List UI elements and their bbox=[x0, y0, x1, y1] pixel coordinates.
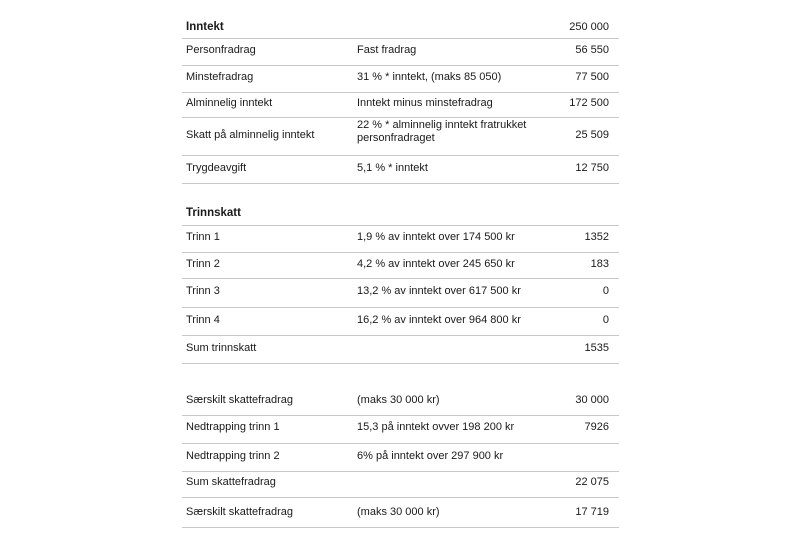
row-description: 16,2 % av inntekt over 964 800 kr bbox=[357, 314, 521, 326]
row-description: Fast fradrag bbox=[357, 44, 417, 56]
table-row bbox=[182, 38, 619, 66]
row-value: 1352 bbox=[584, 231, 609, 243]
row-value: 30 000 bbox=[575, 394, 609, 406]
row-description: 15,3 på inntekt ovver 198 200 kr bbox=[357, 421, 515, 433]
row-label: Nedtrapping trinn 1 bbox=[186, 421, 280, 433]
row-description: 4,2 % av inntekt over 245 650 kr bbox=[357, 258, 515, 270]
row-value: 12 750 bbox=[575, 162, 609, 174]
table-row bbox=[182, 92, 619, 118]
row-description: (maks 30 000 kr) bbox=[357, 506, 440, 518]
row-value: 17 719 bbox=[575, 506, 609, 518]
row-label: Sum skattefradrag bbox=[186, 476, 276, 488]
row-value: 0 bbox=[602, 285, 609, 297]
row-label: Trygdeavgift bbox=[186, 162, 247, 174]
table-row bbox=[182, 335, 619, 364]
table-row bbox=[182, 471, 619, 498]
row-value: 7926 bbox=[584, 421, 609, 433]
row-label: Trinnskatt bbox=[186, 207, 241, 219]
row-description: 5,1 % * inntekt bbox=[357, 162, 428, 174]
row-label: Særskilt skattefradrag bbox=[186, 394, 293, 406]
row-label: Nedtrapping trinn 2 bbox=[186, 450, 280, 462]
table-row bbox=[182, 204, 619, 226]
row-label: Trinn 2 bbox=[186, 258, 220, 270]
row-label: Trinn 1 bbox=[186, 231, 220, 243]
row-label: Alminnelig inntekt bbox=[186, 97, 273, 109]
table-row bbox=[182, 225, 619, 253]
table-row bbox=[182, 278, 619, 308]
table-row bbox=[182, 307, 619, 336]
row-value: 0 bbox=[602, 314, 609, 326]
row-value: 77 500 bbox=[575, 71, 609, 83]
row-value: 56 550 bbox=[575, 44, 609, 56]
table-row bbox=[182, 387, 619, 416]
row-description: Inntekt minus minstefradrag bbox=[357, 97, 493, 109]
row-label: Minstefradrag bbox=[186, 71, 254, 83]
table-row bbox=[182, 18, 619, 39]
row-value: 25 509 bbox=[575, 129, 609, 141]
row-value: 22 075 bbox=[575, 476, 609, 488]
row-description: 31 % * inntekt, (maks 85 050) bbox=[357, 71, 502, 83]
row-label: Trinn 3 bbox=[186, 285, 220, 297]
row-label: Særskilt skattefradrag bbox=[186, 506, 293, 518]
table-row bbox=[182, 443, 619, 472]
row-value: 172 500 bbox=[569, 97, 609, 109]
row-label: Trinn 4 bbox=[186, 314, 220, 326]
table-row bbox=[182, 155, 619, 184]
row-label: Inntekt bbox=[186, 21, 224, 33]
row-description: 13,2 % av inntekt over 617 500 kr bbox=[357, 285, 521, 297]
row-value: 250 000 bbox=[569, 21, 609, 33]
row-description: 1,9 % av inntekt over 174 500 kr bbox=[357, 231, 515, 243]
row-value: 1535 bbox=[584, 342, 609, 354]
table-row bbox=[182, 415, 619, 444]
row-description: 6% på inntekt over 297 900 kr bbox=[357, 450, 504, 462]
table-row bbox=[182, 252, 619, 279]
row-value: 183 bbox=[590, 258, 609, 270]
row-label: Sum trinnskatt bbox=[186, 342, 257, 354]
row-label: Personfradrag bbox=[186, 44, 256, 56]
row-description: (maks 30 000 kr) bbox=[357, 394, 440, 406]
table-row bbox=[182, 117, 619, 156]
table-row bbox=[182, 497, 619, 528]
row-description: 22 % * alminnelig inntekt fratrukket personfradraget bbox=[357, 119, 527, 144]
table-row bbox=[182, 65, 619, 93]
row-label: Skatt på alminnelig inntekt bbox=[186, 129, 315, 141]
